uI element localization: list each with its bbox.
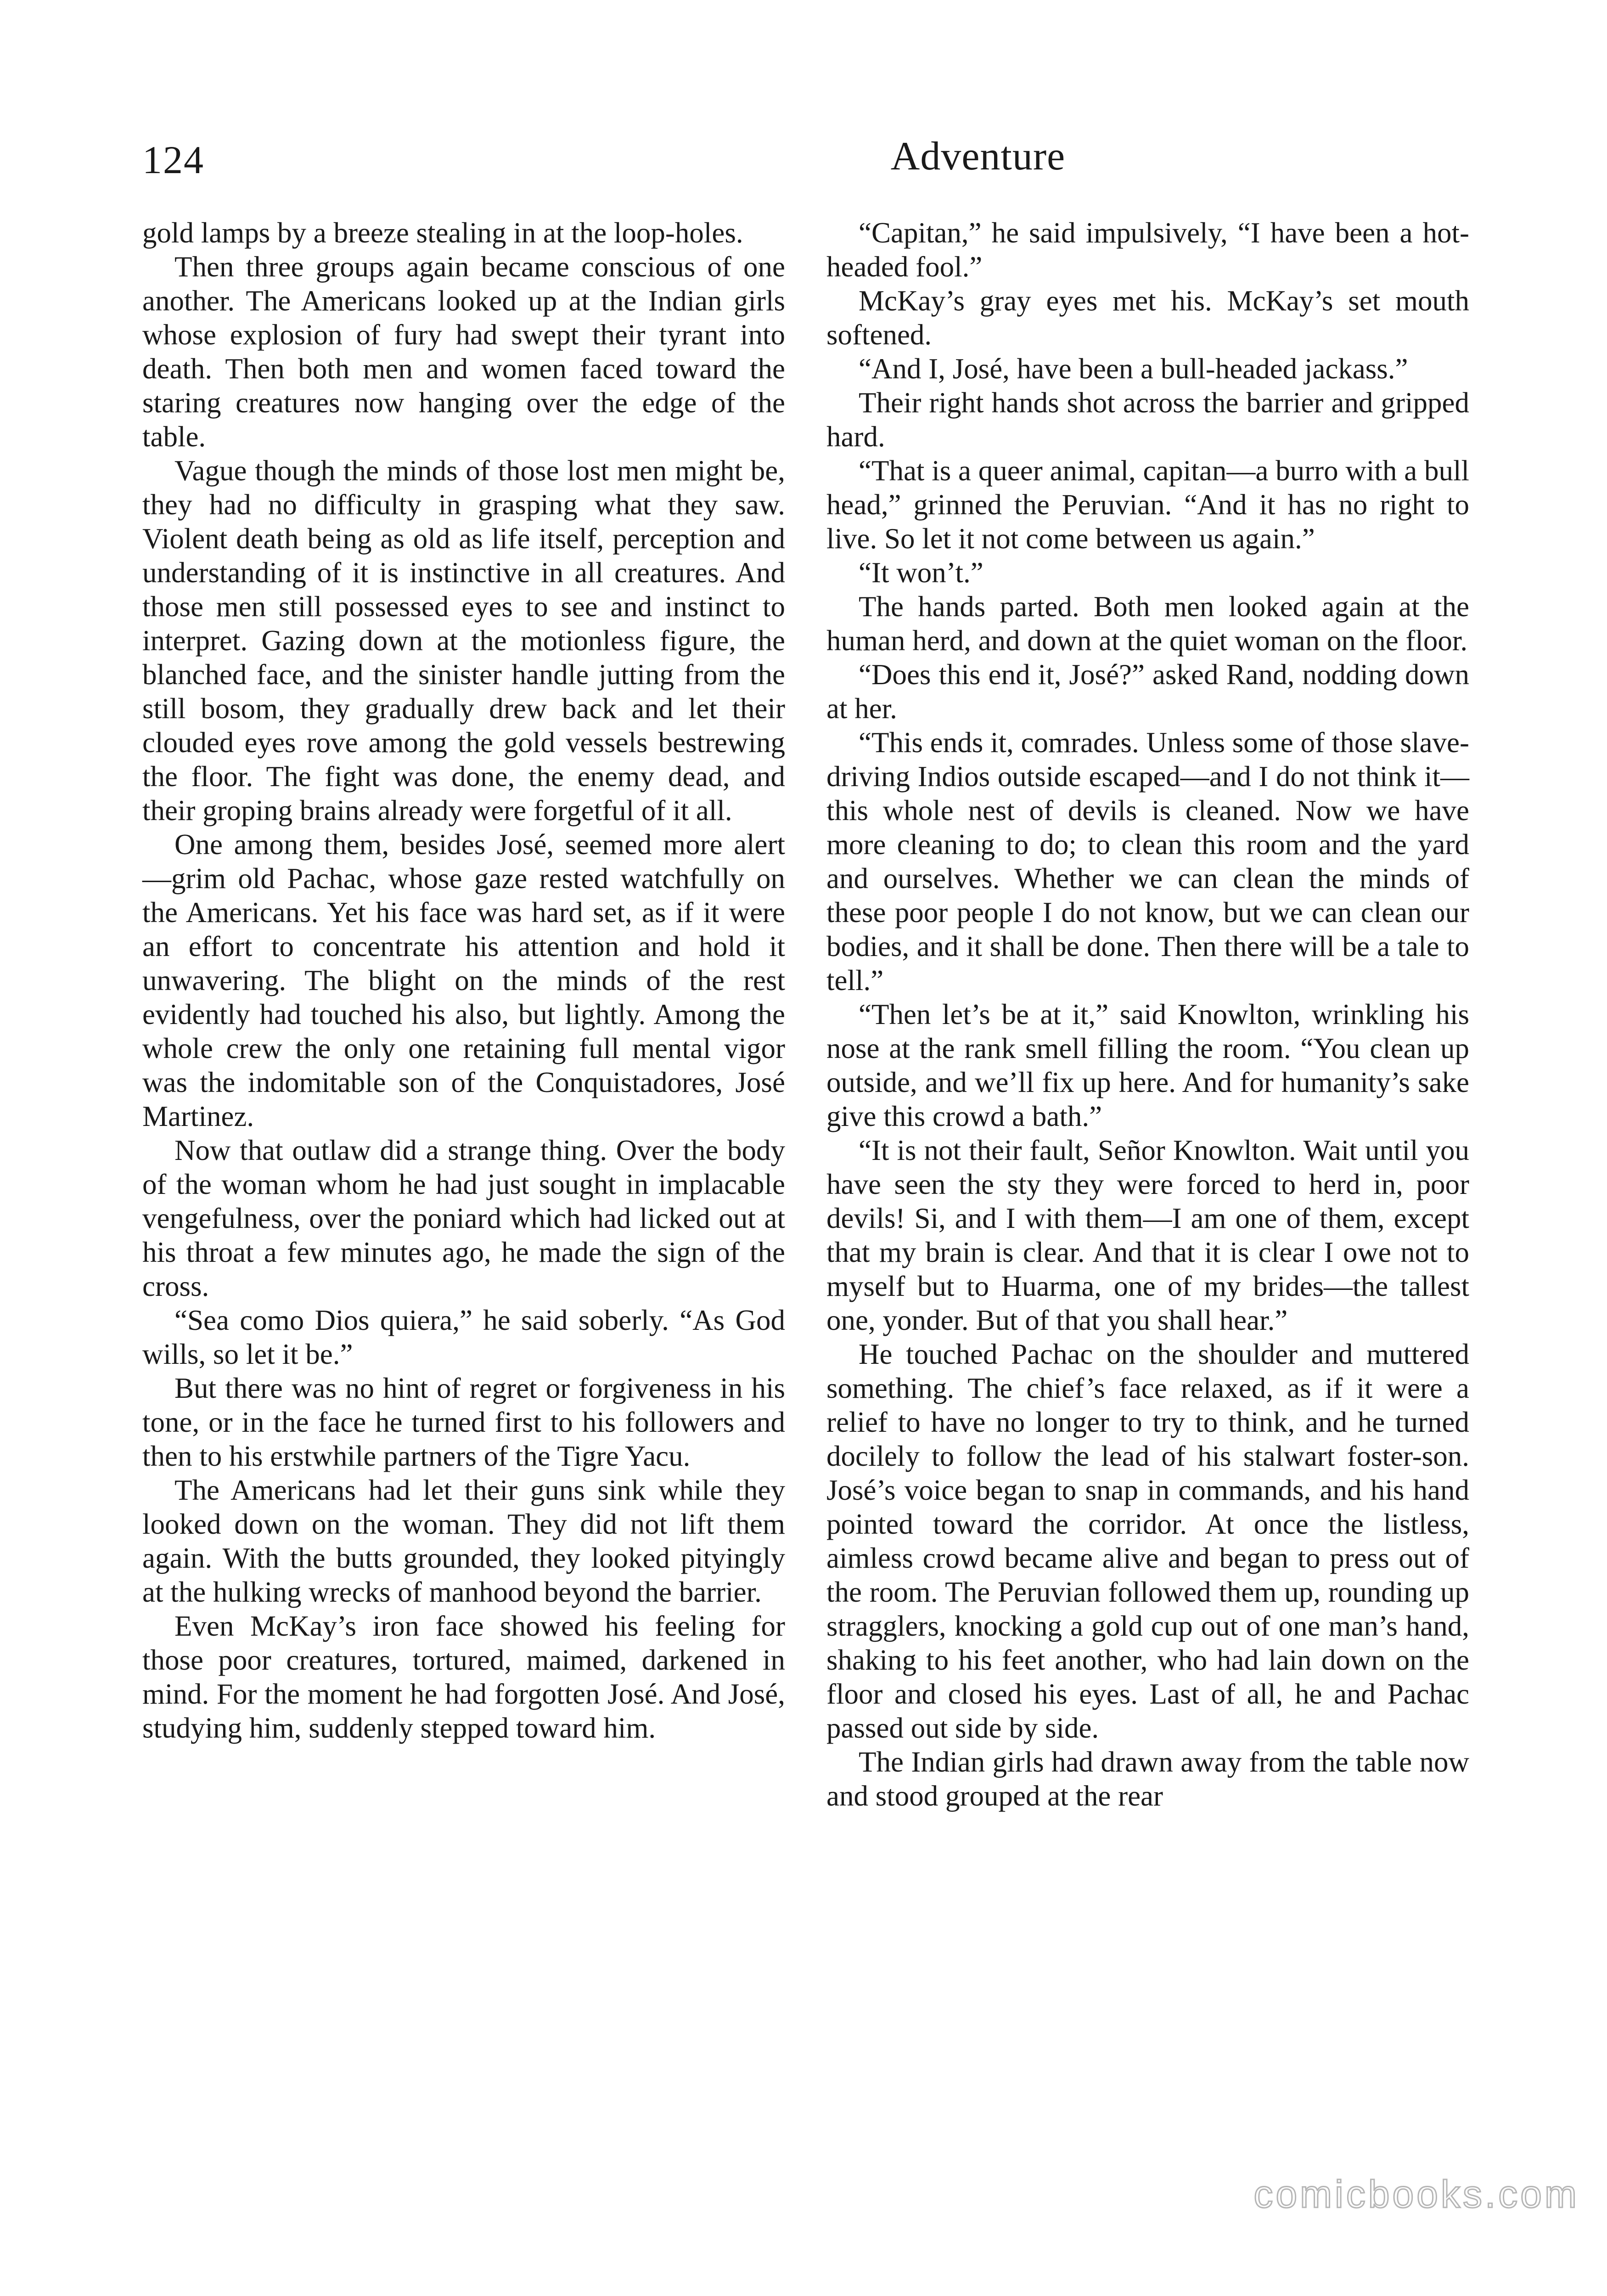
paragraph: “Capitan,” he said impulsively, “I have been a hot-headed fool.” [826,217,1469,283]
paragraph: Their right hands shot across the barrier and gripped hard. [826,387,1469,453]
paragraph: “Then let’s be at it,” said Knowlton, wrinkling his nose at the rank smell filling the room. “You clean up outside, and we’ll fix up here. And for humanity’s sake give this crowd a bath.” [826,998,1469,1132]
paragraph: Vague though the minds of those lost men might be, they had no difficulty in grasping what they saw. Violent death being as old as life itself, perception and understanding of it is instinctive in all creatures. And those men still possessed eyes to see and instinct to interpret. Gazing down at the motionless figure, the blanched face, and the sinister handle jutting from the still bosom, they gradually drew back and let their clouded eyes rove among the gold vessels bestrewing the floor. The fight was done, the enemy dead, and their groping brains already were forgetful of it all. [142,455,785,827]
left-column [142,216,785,1745]
paragraph: “This ends it, comrades. Unless some of those slave-driving Indios outside escaped—and I do not think it—this whole nest of devils is cleaned. Now we have more cleaning to do; to clean this room and the yard and ourselves. Whether we can clean the minds of these poor people I do not know, but we can clean our bodies, and it shall be done. Then there will be a tale to tell.” [826,726,1469,996]
paragraph: gold lamps by a breeze stealing in at the loop-holes. [142,217,743,249]
right-column [826,216,1469,1813]
paragraph: But there was no hint of regret or forgiveness in his tone, or in the face he turned first to his followers and then to his erstwhile partners of the Tigre Yacu. [142,1372,785,1472]
paragraph: “And I, José, have been a bull-headed jackass.” [859,353,1408,385]
paragraph: Even McKay’s iron face showed his feeling for those poor creatures, tortured, maimed, darkened in mind. For the moment he had forgotten José. And José, studying him, suddenly stepped toward him. [142,1610,785,1744]
paragraph: The Americans had let their guns sink while they looked down on the woman. They did not lift them again. With the butts grounded, they looked pityingly at the hulking wrecks of manhood beyond the barrier. [142,1474,785,1608]
paragraph: One among them, besides José, seemed more alert—grim old Pachac, whose gaze rested watchfully on the Americans. Yet his face was hard set, as if it were an effort to concentrate his attention and hold it unwavering. The blight on the minds of the rest evidently had touched his also, but lightly. Among the whole crew the only one retaining full mental vigor was the indomitable son of the Conquistadores, José Martinez. [142,828,785,1132]
page-number: 124 [142,138,204,182]
page-header [142,133,1469,202]
paragraph: “That is a queer animal, capitan—a burro with a bull head,” grinned the Peruvian. “And it has no right to live. So let it not come between us again.” [826,455,1469,555]
paragraph: He touched Pachac on the shoulder and muttered something. The chief’s face relaxed, as if it were a relief to have no longer to try to think, and he turned docilely to follow the lead of his stalwart foster-son. José’s voice began to snap in commands, and his hand pointed toward the corridor. At once the listless, aimless crowd became alive and began to press out of the room. The Peruvian followed them up, rounding up stragglers, knocking a gold cup out of one man’s hand, shaking to his feet another, who had lain down on the floor and closed his eyes. Last of all, he and Pachac passed out side by side. [826,1338,1469,1744]
paragraph: The Indian girls had drawn away from the table now and stood grouped at the rear [826,1746,1469,1812]
paragraph: Now that outlaw did a strange thing. Over the body of the woman whom he had just sought in implacable vengefulness, over the poniard which had licked out at his throat a few minutes ago, he made the sign of the cross. [142,1134,785,1302]
paragraph: “Does this end it, José?” asked Rand, nodding down at her. [826,658,1469,725]
paragraph: “It is not their fault, Señor Knowlton. Wait until you have seen the sty they were forced to herd in, poor devils! Si, and I with them—I am one of them, except that my brain is clear. And that it is clear I owe not to myself but to Huarma, one of my brides—the tallest one, yonder. But of that you shall hear.” [826,1134,1469,1336]
watermark: comicbooks.com [1253,2172,1579,2216]
paragraph: Then three groups again became conscious of one another. The Americans looked up at the Indian girls whose explosion of fury had swept their tyrant into death. Then both men and women faced toward the staring creatures now hanging over the edge of the table. [142,251,785,453]
paragraph: The hands parted. Both men looked again at the human herd, and down at the quiet woman on the floor. [826,591,1469,657]
running-title: Adventure [890,134,1066,179]
paragraph: “Sea como Dios quiera,” he said soberly. “As God wills, so let it be.” [142,1304,785,1370]
paragraph: McKay’s gray eyes met his. McKay’s set mouth softened. [826,285,1469,351]
paragraph: “It won’t.” [859,557,983,589]
